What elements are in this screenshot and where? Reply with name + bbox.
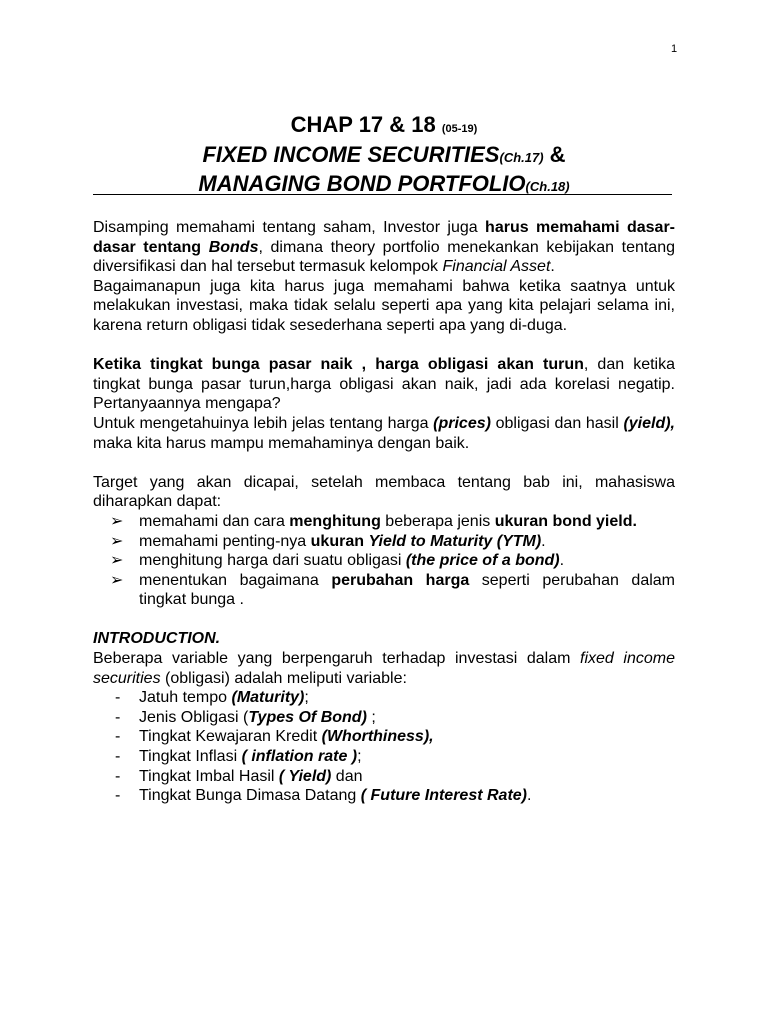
chapter-18-title: MANAGING BOND PORTFOLIO <box>198 171 526 196</box>
list-item <box>93 512 675 532</box>
text: . <box>550 258 555 276</box>
bold-text: perubahan harga <box>331 571 470 589</box>
text: . <box>527 787 532 805</box>
list-item <box>93 727 675 747</box>
paragraph-target: Target yang akan dicapai, setelah membaca tentang bab ini, mahasiswa diharapkan dapat: <box>93 473 675 511</box>
chapter-17-title: FIXED INCOME SECURITIES <box>202 142 500 167</box>
bold-text: ukuran bond yield. <box>494 512 637 530</box>
text: Tingkat Bunga Dimasa Datang <box>139 787 361 805</box>
text: Jenis Obligasi ( <box>139 708 249 726</box>
title-line-3 <box>93 171 675 200</box>
bold-italic-text: ( Future Interest Rate) <box>360 787 527 805</box>
arrow-bullet-icon: ➢ <box>110 512 124 530</box>
text: Disamping memahami tentang saham, Investor juga <box>93 219 486 236</box>
arrow-bullet-icon: ➢ <box>110 532 124 550</box>
italic-text: Financial Asset <box>442 258 551 276</box>
text: (obligasi) adalah meliputi variable: <box>160 669 407 687</box>
bold-text: Ketika tingkat bunga pasar naik , harga obligasi akan turun <box>93 356 584 374</box>
list-item <box>93 688 675 708</box>
text: ; <box>357 748 362 766</box>
bold-italic-text: (prices) <box>433 414 491 432</box>
text: ; <box>304 689 309 707</box>
chapter-heading: CHAP 17 & 18 <box>290 112 436 137</box>
text: memahami dan cara <box>139 512 290 530</box>
bold-italic-text: (yield), <box>623 414 675 432</box>
bold-text: harus memahami dasar-dasar tentang <box>93 219 676 256</box>
chapter-17-ref: (Ch.17) <box>499 150 544 165</box>
bold-italic-text: Yield to Maturity (YTM) <box>368 532 542 550</box>
text: , dan ketika tingkat bunga pasar turun,harga obligasi akan naik, jadi ada korelasi negatip. Pertanyaannya mengapa? <box>93 356 676 413</box>
bold-italic-text: Types Of Bond) <box>248 708 367 726</box>
paragraph-interest-rate <box>93 355 675 414</box>
bold-italic-text: Bonds <box>208 238 259 256</box>
text: Tingkat Imbal Hasil <box>139 767 279 785</box>
dash-bullet: - <box>115 767 121 785</box>
chapter-range: (05-19) <box>441 123 478 135</box>
paragraph-return: Bagaimanapun juga kita harus juga memahami bahwa ketika saatnya untuk melakukan investasi, maka tidak selalu seperti apa yang kita pelajari selama ini, karena return obligasi tidak sesederhana seperti apa yang di-duga. <box>93 277 675 334</box>
title-line-2 <box>93 142 675 171</box>
dash-bullet: - <box>115 728 121 746</box>
list-item <box>93 571 675 610</box>
page-number: 1 <box>670 43 678 55</box>
bold-italic-text: ( Yield) <box>278 767 332 785</box>
text: Tingkat Kewajaran Kredit <box>139 728 322 746</box>
text: seperti perubahan dalam tingkat bunga . <box>139 571 675 609</box>
text: obligasi dan hasil <box>490 414 624 432</box>
paragraph-intro-bonds <box>93 218 675 277</box>
italic-text: fixed income securities <box>93 650 676 687</box>
text: memahami penting-nya <box>139 532 311 550</box>
dash-bullet: - <box>115 689 121 707</box>
dash-bullet: - <box>115 787 121 805</box>
bold-text: menghitung <box>289 512 381 530</box>
list-item <box>93 786 675 806</box>
paragraph-variables <box>93 649 675 688</box>
list-item <box>93 708 675 728</box>
dash-bullet: - <box>115 708 121 726</box>
text: Jatuh tempo <box>139 689 232 707</box>
document-title <box>93 112 675 200</box>
text: maka kita harus mampu memahaminya dengan baik. <box>93 434 470 452</box>
paragraph-prices-yield <box>93 414 675 453</box>
document-body <box>93 218 675 806</box>
introduction-heading: INTRODUCTION. <box>93 630 221 648</box>
text: beberapa jenis <box>380 512 495 530</box>
list-item <box>93 532 675 552</box>
text: Beberapa variable yang berpengaruh terhadap investasi dalam <box>93 650 581 668</box>
title-divider <box>93 194 672 195</box>
variable-list <box>93 688 675 806</box>
list-item <box>93 551 675 571</box>
text: menentukan bagaimana <box>139 571 332 589</box>
list-item <box>93 767 675 787</box>
chapter-18-ref: (Ch.18) <box>525 179 570 194</box>
list-item <box>93 747 675 767</box>
title-ampersand: & <box>543 142 566 167</box>
text: . <box>541 532 546 550</box>
title-line-1 <box>93 112 675 142</box>
bold-italic-text: (Whorthiness), <box>321 728 434 746</box>
bold-italic-text: (Maturity) <box>231 689 305 707</box>
text: . <box>559 552 565 570</box>
text: dan <box>331 767 363 785</box>
target-list <box>93 512 675 610</box>
bold-italic-text: (the price of a bond) <box>405 552 560 570</box>
bold-text: ukuran <box>310 532 364 550</box>
text: , dimana theory portfolio menekankan kebijakan tentang diversifikasi dan hal tersebut termasuk kelompok <box>93 238 676 276</box>
text: ; <box>366 708 376 726</box>
text: menghitung harga dari suatu obligasi <box>139 552 406 570</box>
arrow-bullet-icon: ➢ <box>110 552 124 570</box>
dash-bullet: - <box>115 748 121 766</box>
bold-italic-text: ( inflation rate ) <box>241 748 358 766</box>
arrow-bullet-icon: ➢ <box>110 571 124 589</box>
text: Untuk mengetahuinya lebih jelas tentang harga <box>93 414 434 432</box>
text: Tingkat Inflasi <box>139 748 242 766</box>
